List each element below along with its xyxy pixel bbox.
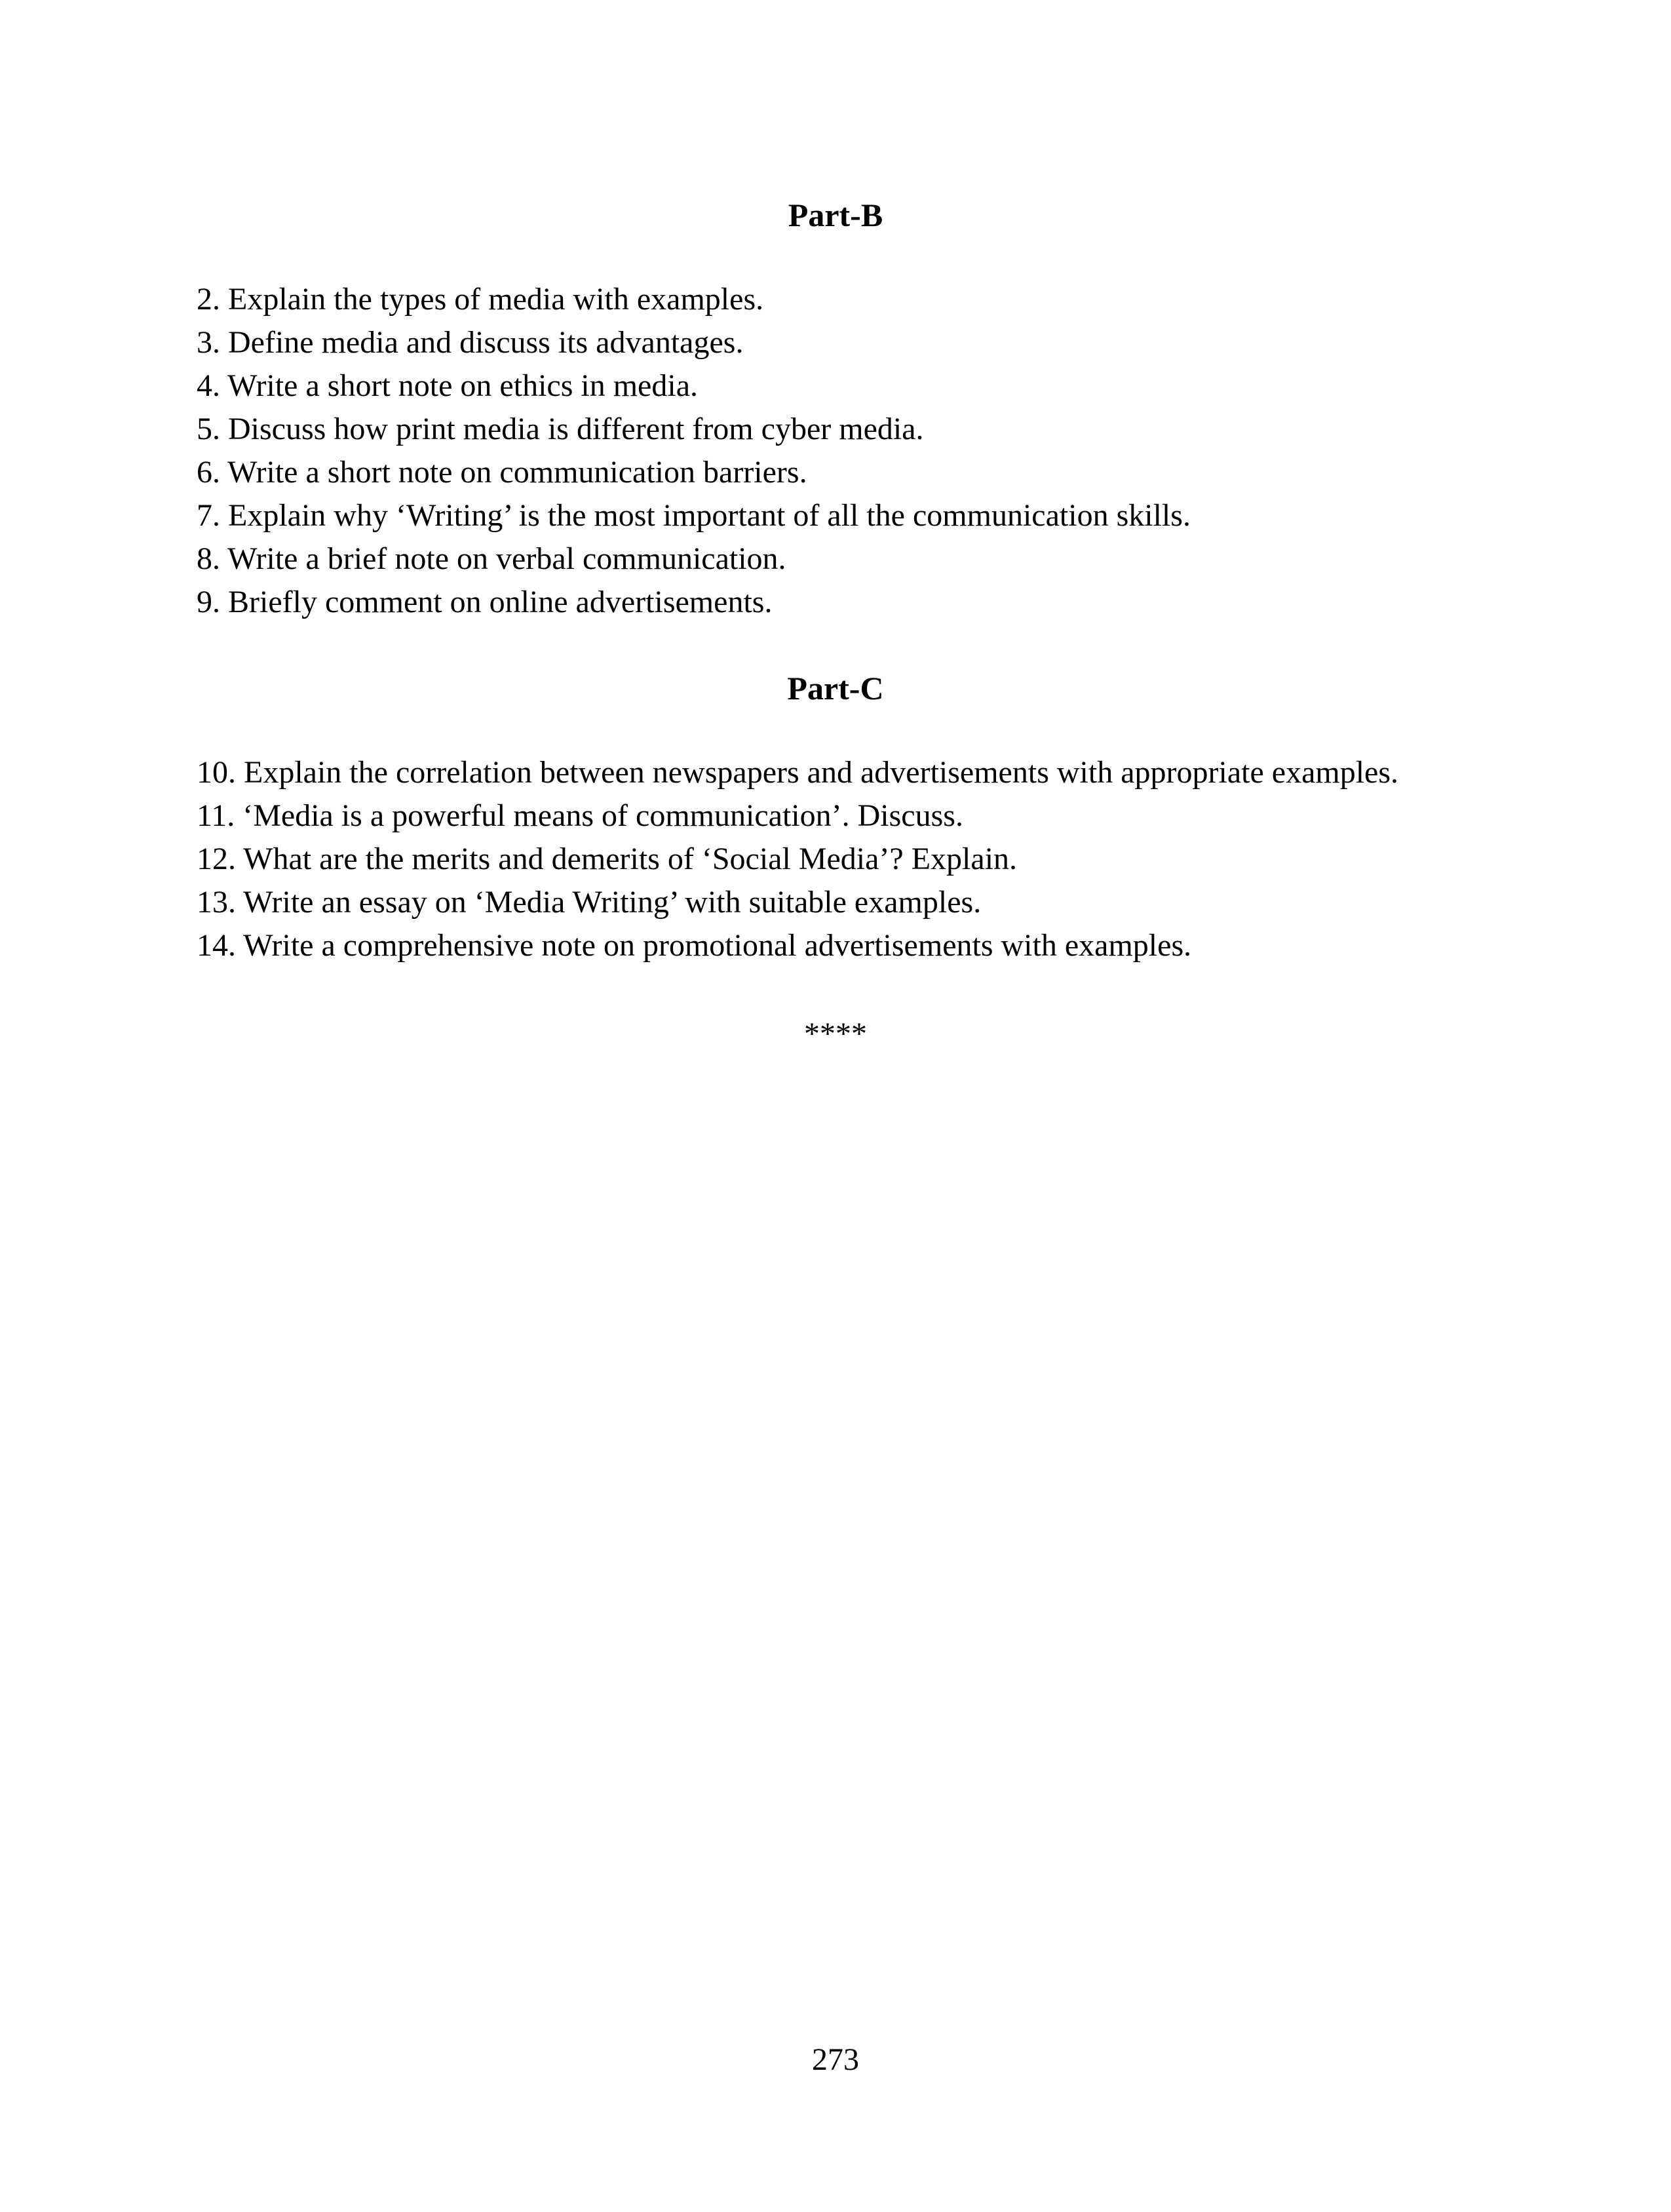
end-marker: ****: [804, 1017, 867, 1051]
question-item: 14. Write a comprehensive note on promotional advertisements with examples.: [197, 928, 1192, 963]
question-item: 2. Explain the types of media with examples.: [197, 282, 764, 317]
question-item: 10. Explain the correlation between newspapers and advertisements with appropriate examples.: [197, 755, 1399, 790]
part-b-question-list: [197, 278, 1507, 624]
question-item: 9. Briefly comment on online advertisements.: [197, 585, 773, 619]
question-item: 3. Define media and discuss its advantages.: [197, 325, 744, 360]
question-item: 7. Explain why ‘Writing’ is the most important of all the communication skills.: [197, 498, 1191, 533]
part-c-question-list: [197, 751, 1507, 967]
part-c-heading: Part-C: [787, 670, 884, 707]
question-item: 8. Write a brief note on verbal communication.: [197, 541, 786, 576]
page-number: 273: [812, 2042, 859, 2077]
question-item: 5. Discuss how print media is different from cyber media.: [197, 412, 924, 446]
part-b-heading: Part-B: [788, 197, 883, 233]
question-item: 11. ‘Media is a powerful means of communication’. Discuss.: [197, 798, 963, 833]
question-item: 13. Write an essay on ‘Media Writing’ with suitable examples.: [197, 885, 982, 920]
question-item: 6. Write a short note on communication barriers.: [197, 455, 807, 490]
question-item: 4. Write a short note on ethics in media.: [197, 368, 698, 403]
question-item: 12. What are the merits and demerits of ‘Social Media’? Explain.: [197, 842, 1018, 876]
